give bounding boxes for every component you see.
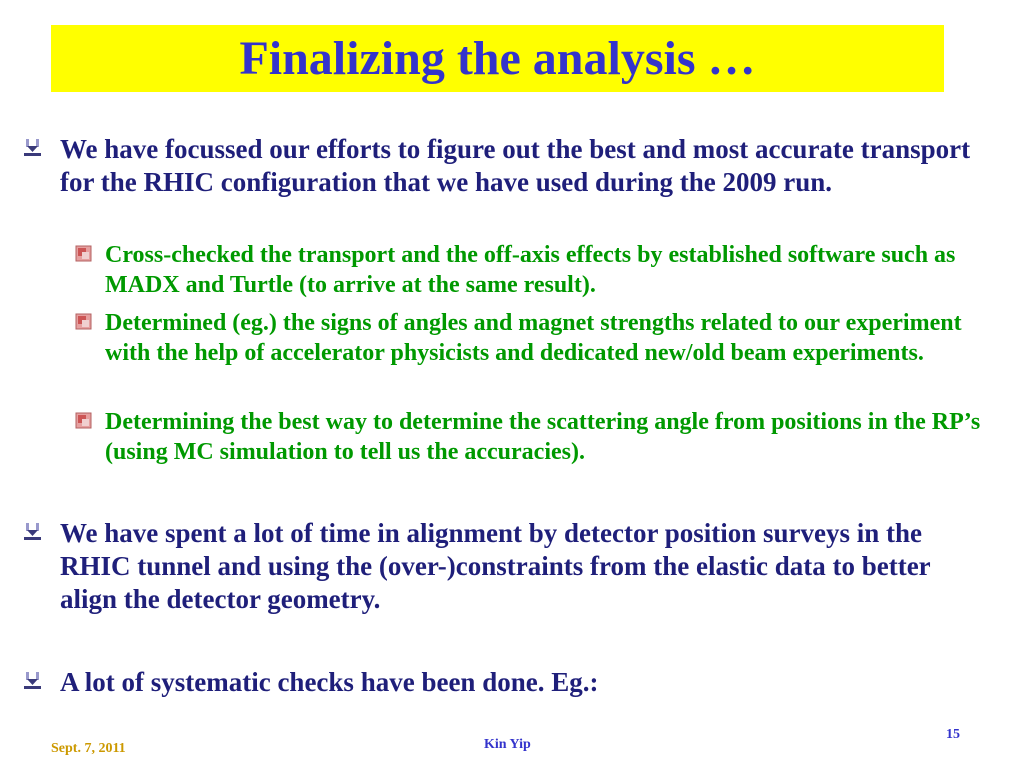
- level1-bullet-icon: [24, 672, 41, 689]
- bullet-text: We have spent a lot of time in alignment by detector position surveys in the RHIC tunnel and using the (over-)constraints from the elastic data to better align the detector geometry.: [60, 518, 931, 614]
- footer-author: Kin Yip: [484, 737, 531, 752]
- level2-bullet-icon: [75, 313, 92, 330]
- level2-bullet-icon: [75, 412, 92, 429]
- footer-date: Sept. 7, 2011: [51, 741, 126, 756]
- bullet-text: A lot of systematic checks have been done. Eg.:: [60, 667, 599, 697]
- level2-bullet-icon: [75, 245, 92, 262]
- sub-bullet-text: Cross-checked the transport and the off-axis effects by established software such as MADX and Turtle (to arrive at the same result).: [105, 242, 956, 298]
- title-banner: [51, 25, 944, 92]
- bullet-text: We have focussed our efforts to figure out the best and most accurate transport for the RHIC configuration that we have used during the 2009 run.: [60, 134, 971, 197]
- level1-bullet-icon: [24, 523, 41, 540]
- level1-bullet-icon: [24, 139, 41, 156]
- sub-bullet-text: Determining the best way to determine the scattering angle from positions in the RP’s (using MC simulation to tell us the accuracies).: [105, 409, 981, 465]
- sub-bullet-text: Determined (eg.) the signs of angles and magnet strengths related to our experiment with the help of accelerator physicists and dedicated new/old beam experiments.: [105, 310, 962, 366]
- page-number: 15: [946, 727, 960, 742]
- slide-title: Finalizing the analysis …: [239, 31, 756, 85]
